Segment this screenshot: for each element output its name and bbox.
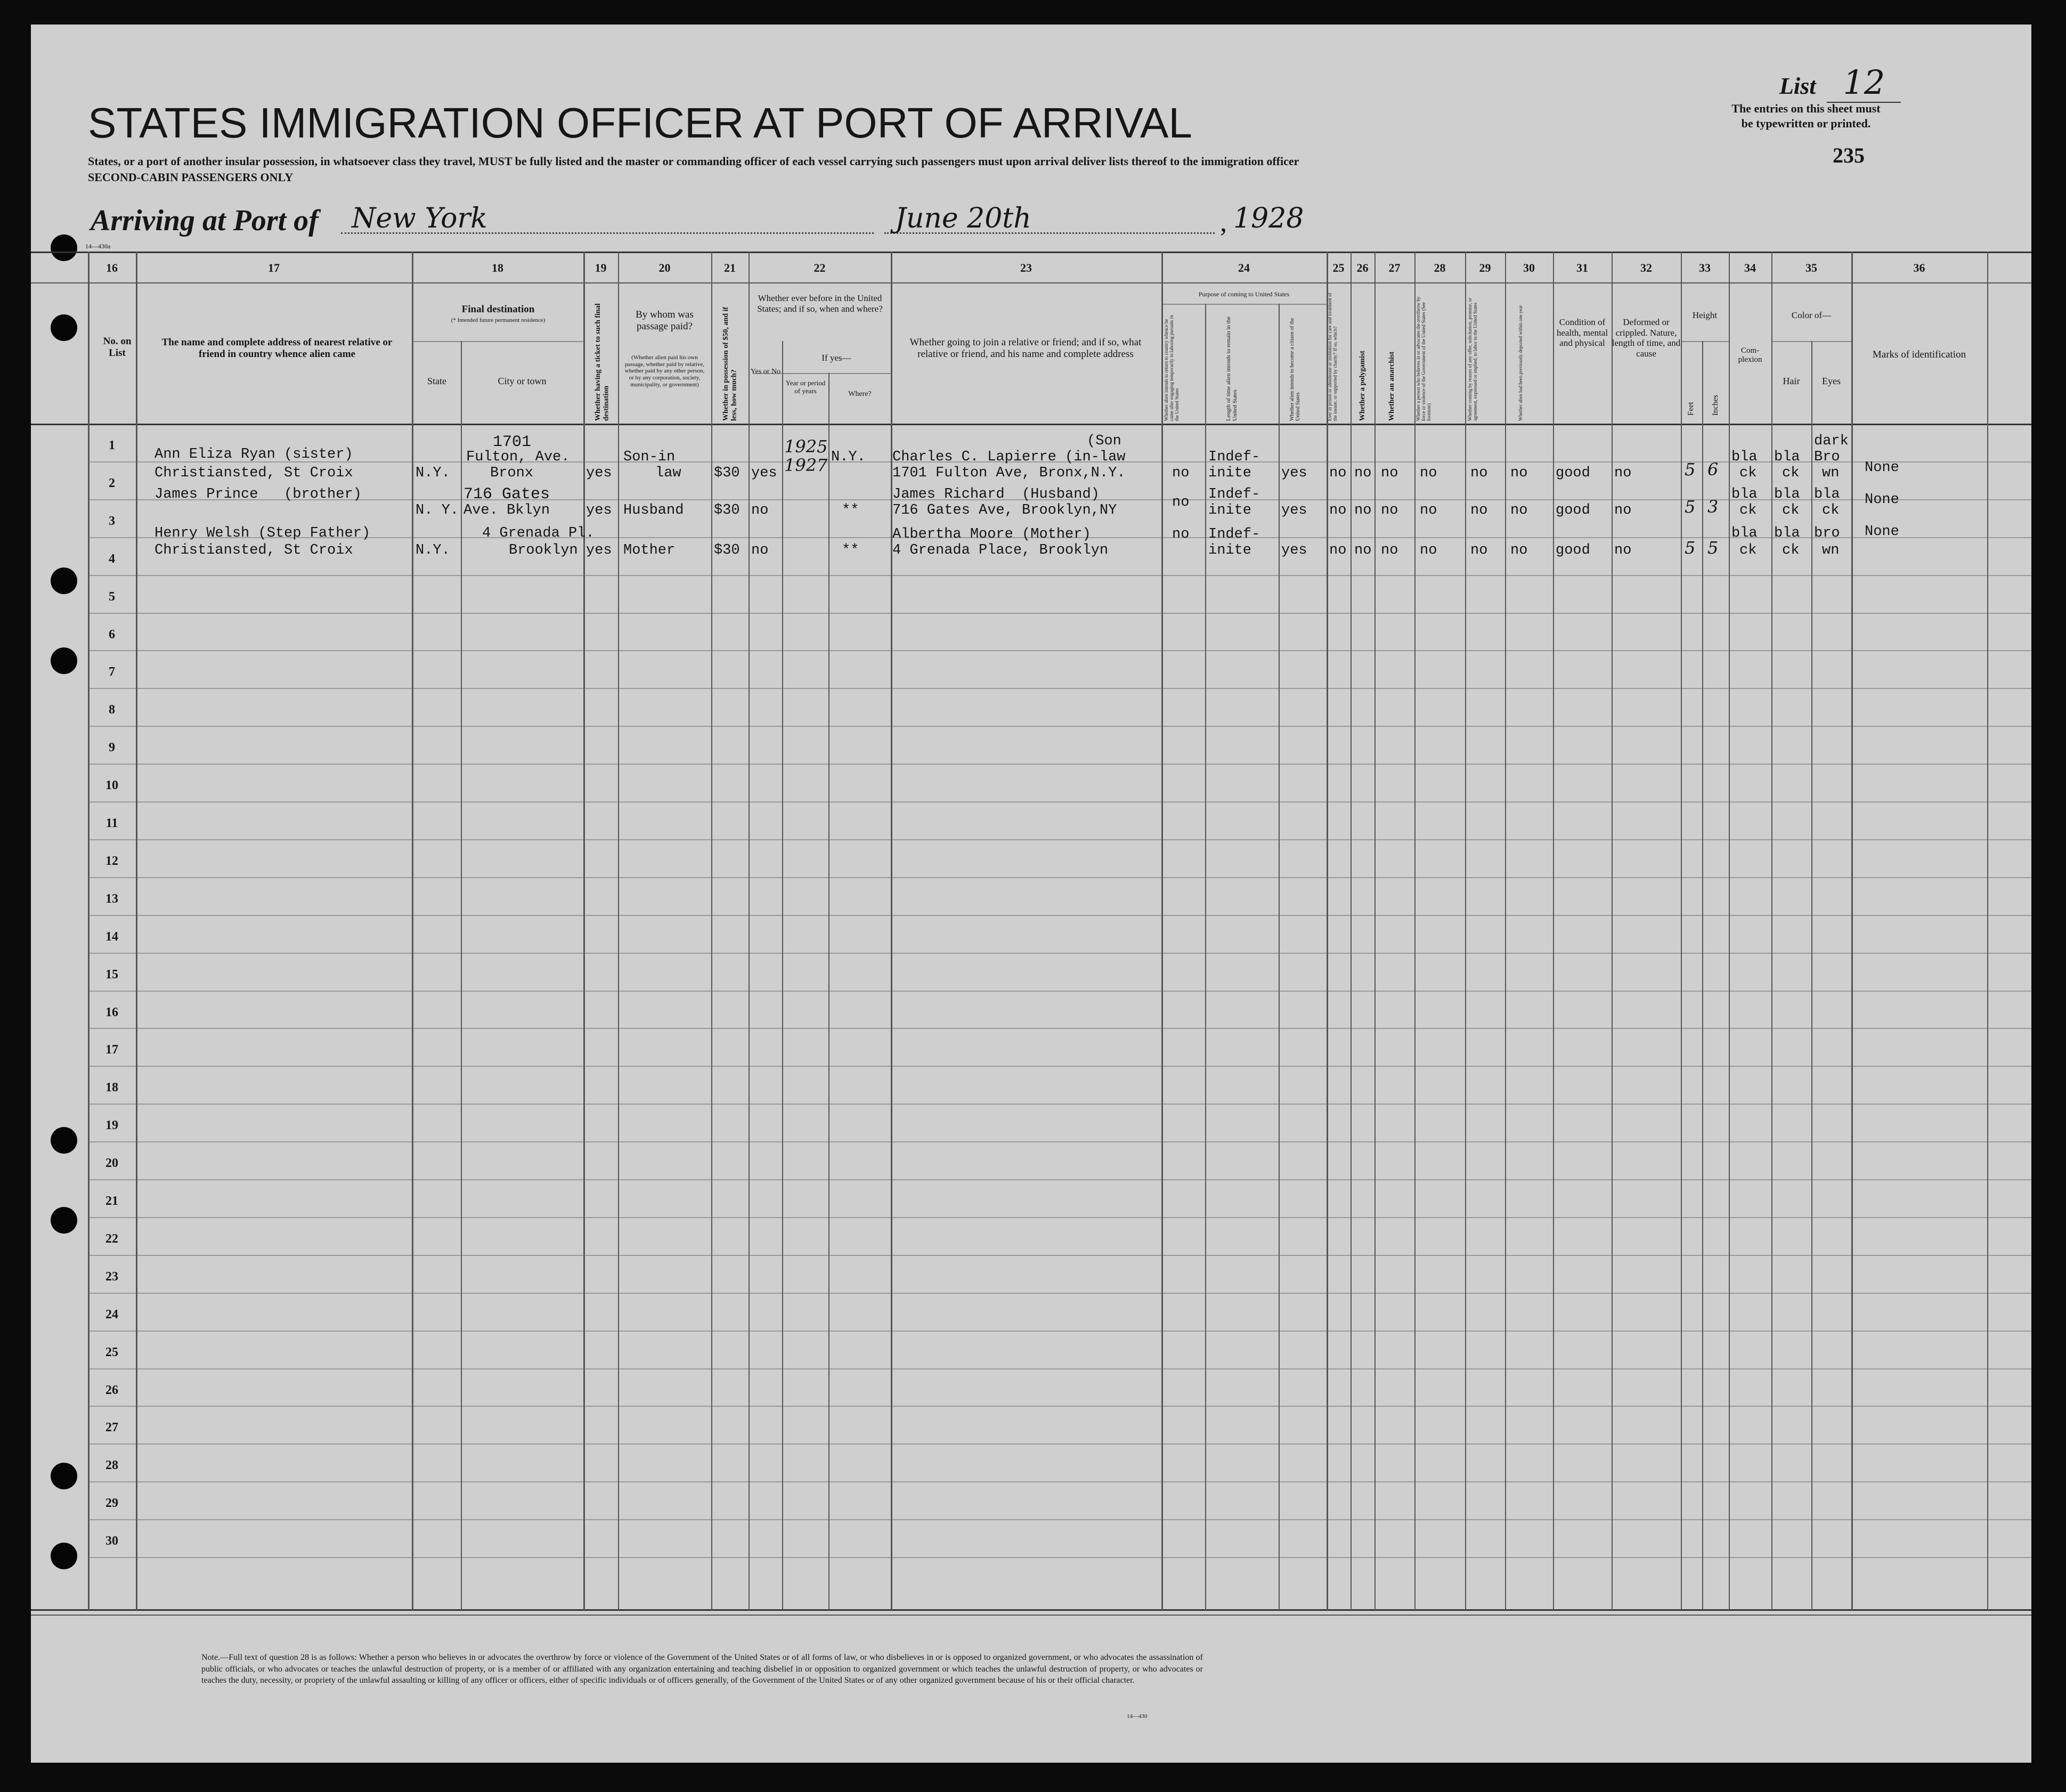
col-height: Height: [1692, 310, 1718, 320]
complexion-line-1: bla: [1731, 525, 1758, 541]
column-number: 25: [1332, 261, 1345, 274]
row-number: 10: [105, 779, 118, 792]
q30: no: [1510, 542, 1528, 558]
column-number: 22: [814, 261, 826, 274]
col-polygamist: Whether a polygamist: [1359, 351, 1367, 421]
col-yes-no: Yes or No: [750, 368, 781, 376]
col-q28: Whether a person who believes in or advocates the overthrow by force or violence of the Government of the United States (See footnote): [1416, 296, 1431, 421]
marks: None: [1865, 460, 1899, 476]
col-final-destination-note: (* Intended future permanent residence): [451, 317, 546, 323]
citizen: yes: [1281, 465, 1307, 481]
port-value: New York: [352, 202, 487, 234]
row-number: 19: [105, 1118, 118, 1132]
col-where: Where?: [848, 390, 872, 398]
column-number: 28: [1434, 261, 1446, 274]
marks: None: [1865, 492, 1899, 508]
col-passage: By whom was passage paid?: [636, 309, 694, 332]
column-number: 23: [1020, 261, 1032, 274]
col-hair: Hair: [1783, 376, 1800, 386]
year-comma: ,: [1220, 207, 1227, 238]
list-label-block: [1779, 63, 1901, 102]
length-line-1: Indef-: [1208, 486, 1260, 502]
eyes-line-1: dark: [1814, 433, 1849, 449]
where: N.Y.: [831, 449, 866, 465]
relative-line-1: Ann Eliza Ryan (sister): [154, 447, 353, 463]
row-number: 30: [105, 1534, 118, 1548]
row-rule: [88, 877, 2031, 878]
col-anarchist: Whether an anarchist: [1388, 351, 1396, 421]
row-number: 2: [109, 476, 115, 490]
row-rule: [88, 575, 2031, 576]
row-number: 14: [105, 930, 118, 944]
deformed: no: [1614, 465, 1632, 481]
row-number: 4: [109, 552, 115, 566]
marks: None: [1865, 524, 1899, 540]
complexion-line-2: ck: [1739, 465, 1757, 481]
row-number: 9: [109, 741, 115, 755]
before: no: [751, 502, 769, 518]
row-number: 26: [105, 1383, 118, 1397]
relative-line-2: Christiansted, St Croix: [154, 542, 353, 558]
form-code: 14—430a: [85, 242, 111, 250]
row-number: 8: [109, 703, 115, 717]
col-complexion: Com- plexion: [1738, 346, 1762, 364]
complexion-line-2: ck: [1739, 502, 1757, 518]
length-line-2: inite: [1208, 465, 1252, 481]
row-rule: [88, 1293, 2031, 1294]
prison: no: [1329, 542, 1347, 558]
q30: no: [1510, 465, 1528, 481]
row-number: 22: [105, 1232, 118, 1246]
money: $30: [714, 542, 740, 558]
before: no: [751, 542, 769, 558]
eyes-line-2: Bro: [1814, 449, 1840, 465]
column-number: 17: [268, 261, 280, 274]
row-number: 13: [105, 892, 118, 906]
row-rule: [88, 1406, 2031, 1407]
row-rule: [88, 1179, 2031, 1180]
typewritten-note: The entries on this sheet must be typewritten or printed.: [1731, 102, 1881, 130]
relative-line-2: Christiansted, St Croix: [154, 465, 353, 481]
sheet-number: 235: [1833, 143, 1865, 167]
citizen: yes: [1281, 542, 1307, 558]
footnote: Note.—Full text of question 28 is as follows: Whether a person who believes in or advocates the overthrow by force or violence of the Government of the United States or of all forms of law, or who disbelieves in or is opposed to organized government, or who advocates the assassination of public officials, or who advocates or teaches the unlawful destruction of property, or is a member of or affiliated with any organization entertaining and teaching disbelief in or opposition to organized government or which teaches the unlawful destruction of property, or who advocates or teaches the duty, necessity, or propriety of the unlawful assaulting or killing of any officer or officers, either of specific individuals or of officers generally, of the Government of the United States or of any other organized government because of his or their official character.: [201, 1653, 1203, 1685]
anarchist: no: [1381, 465, 1398, 481]
health: good: [1556, 542, 1590, 558]
col-relative: The name and complete address of nearest relative or friend in country whence alien came: [161, 337, 393, 360]
row-number: 12: [105, 854, 118, 868]
hair-line-2: ck: [1782, 542, 1800, 558]
row-number: 6: [109, 628, 115, 642]
health: good: [1556, 502, 1590, 518]
return: no: [1172, 465, 1190, 481]
row-number: 1: [109, 439, 115, 452]
col-purpose-citizen: Whether alien intends to become a citizen of the United States: [1289, 318, 1301, 421]
col-money: Whether in possession of $50, and if less, how much?: [722, 306, 738, 421]
col-no-on-list: No. on List: [103, 336, 132, 359]
col-q29: Whether coming by reason of any offer, solicitation, promise, or agreement, expressed or implied, to labor in the United States: [1467, 297, 1478, 421]
class-note: SECOND-CABIN PASSENGERS ONLY: [88, 171, 294, 184]
col-health: Condition of health, mental and physical: [1556, 317, 1608, 348]
city-line-1: 4 Grenada Pl.: [482, 525, 595, 541]
column-number: 33: [1699, 261, 1711, 274]
list-label: List: [1779, 73, 1816, 99]
row-rule: [88, 764, 2031, 765]
q29: no: [1470, 502, 1488, 518]
page-title: STATES IMMIGRATION OFFICER AT PORT OF ARRIVAL: [88, 99, 1192, 147]
row-number: 15: [105, 968, 118, 982]
row-rule: [88, 1255, 2031, 1256]
year-line-1: 1925: [784, 436, 828, 457]
row-rule: [88, 991, 2031, 992]
passage-line-2: law: [655, 465, 681, 481]
column-number: 26: [1356, 261, 1369, 274]
row-number: 20: [105, 1156, 118, 1170]
relative-line-1: James Prince (brother): [154, 486, 362, 502]
return: no: [1172, 494, 1190, 510]
feet: 5: [1685, 538, 1696, 558]
hair-line-2: ck: [1782, 502, 1800, 518]
row-rule: [88, 1104, 2031, 1105]
row-rule: [88, 650, 2031, 651]
row-rule: [88, 688, 2031, 689]
row-rule: [88, 1444, 2031, 1445]
row-number: 24: [105, 1308, 118, 1321]
join-line-2: Albertha Moore (Mother): [892, 526, 1091, 542]
where: **: [842, 542, 859, 558]
row-number: 27: [105, 1421, 118, 1434]
footnote-code: 14—430: [1127, 1713, 1148, 1720]
eyes-line-2: bro: [1814, 525, 1840, 541]
column-number: 30: [1523, 261, 1535, 274]
passage-line-1: Mother: [623, 542, 676, 558]
col-city: City or town: [498, 376, 547, 386]
row-rule: [88, 1028, 2031, 1029]
col-inches: Inches: [1711, 394, 1720, 416]
col-purpose-length: Length of time alien intends to remain in the United States: [1225, 316, 1239, 421]
col-feet: Feet: [1687, 402, 1695, 416]
row-number: 25: [105, 1345, 118, 1359]
row-rule: [88, 613, 2031, 614]
money: $30: [714, 502, 740, 518]
row-rule: [88, 1217, 2031, 1218]
feet: 5: [1685, 459, 1696, 480]
date-value: June 20th: [895, 202, 1031, 234]
join-line-3: 1701 Fulton Ave, Bronx,N.Y.: [892, 465, 1126, 481]
return: no: [1172, 526, 1190, 542]
q28: no: [1420, 502, 1437, 518]
col-deformed: Deformed or crippled. Nature, length of time, and cause: [1612, 317, 1681, 359]
col-final-destination: Final destination: [461, 304, 535, 315]
row-rule: [88, 1141, 2031, 1142]
col-joining: Whether going to join a relative or friend; and if so, what relative or friend, and his name and complete address: [909, 337, 1142, 360]
row-rule: [88, 1331, 2031, 1332]
col-q30: Whether alien had been previously deported within one year: [1518, 305, 1523, 421]
row-number: 18: [105, 1081, 118, 1094]
health: good: [1556, 465, 1590, 481]
ticket: yes: [586, 502, 612, 518]
complexion-line-2: ck: [1739, 542, 1757, 558]
eyes-line-2: bla: [1814, 486, 1840, 502]
row-rule: [88, 839, 2031, 840]
length-line-2: inite: [1208, 502, 1252, 518]
row-number: 29: [105, 1496, 118, 1510]
q28: no: [1420, 542, 1437, 558]
col-ticket: Whether having a ticket to such final destination: [594, 303, 611, 421]
city-line-1: 1701: [493, 433, 532, 451]
length-line-1: Indef-: [1208, 526, 1260, 542]
money: $30: [714, 465, 740, 481]
before: yes: [751, 465, 777, 481]
row-rule: [88, 1481, 2031, 1482]
row-number: 17: [105, 1043, 118, 1057]
length-line-2: inite: [1208, 542, 1252, 558]
col-if-yes: If yes—: [821, 353, 851, 363]
col-passage-note: (Whether alien paid his own passage, whether paid by relative, whether paid by any other person, or by any corporation, society, municipality, or government): [624, 354, 705, 388]
citizen: yes: [1281, 502, 1307, 518]
complexion-line-1: bla: [1731, 449, 1758, 465]
deformed: no: [1614, 502, 1632, 518]
row-number: 28: [105, 1458, 118, 1472]
row-rule: [88, 1066, 2031, 1067]
where: **: [842, 502, 859, 518]
column-number: 19: [595, 261, 607, 274]
hair-line-1: bla: [1774, 486, 1800, 502]
row-rule: [88, 1368, 2031, 1369]
q29: no: [1470, 542, 1488, 558]
ticket: yes: [586, 465, 612, 481]
prison: no: [1329, 502, 1347, 518]
row-number: 16: [105, 1006, 118, 1019]
anarchist: no: [1381, 502, 1398, 518]
column-number: 27: [1388, 261, 1401, 274]
col-color-of: Color of—: [1791, 310, 1832, 320]
row-number: 7: [109, 665, 115, 679]
col-year-period: Year or period of years: [785, 379, 826, 395]
q30: no: [1510, 502, 1528, 518]
state: N.Y.: [416, 542, 450, 558]
year-value: 1928: [1233, 202, 1304, 234]
eyes-line-3: wn: [1822, 542, 1840, 558]
join-line-3: 716 Gates Ave, Brooklyn,NY: [892, 502, 1117, 518]
relative-line-1: Henry Welsh (Step Father): [154, 525, 371, 541]
column-number: 34: [1744, 261, 1756, 274]
col-purpose: Purpose of coming to United States: [1198, 290, 1290, 298]
column-number: 29: [1479, 261, 1491, 274]
eyes-line-3: wn: [1822, 465, 1840, 481]
row-rule: [88, 953, 2031, 954]
anarchist: no: [1381, 542, 1398, 558]
year-line-2: 1927: [784, 455, 828, 475]
hair-line-1: bla: [1774, 525, 1800, 541]
complexion-line-1: bla: [1731, 486, 1758, 502]
column-number: 16: [106, 261, 118, 274]
subtitle: States, or a port of another insular possession, in whatsoever class they travel, MUST be fully listed and the master or commanding officer of each vessel carrying such passengers must upon arrival deliver lists thereof to the immigration officer: [88, 155, 1299, 168]
polygamist: no: [1354, 465, 1372, 481]
city-line-3: Bronx: [490, 465, 534, 481]
row-rule: [88, 1519, 2031, 1520]
passage-line-1: Husband: [623, 502, 684, 518]
city-line-2: Brooklyn: [509, 542, 578, 558]
port-field: [341, 202, 874, 234]
passage-line-1: Son-in: [623, 449, 676, 465]
column-number: 24: [1238, 261, 1250, 274]
ticket: yes: [586, 542, 612, 558]
column-number: 31: [1576, 261, 1588, 274]
date-field: [884, 202, 1215, 234]
hair-line-1: bla: [1774, 449, 1800, 465]
join-line-3: 4 Grenada Place, Brooklyn: [892, 542, 1109, 558]
column-number: 20: [658, 261, 671, 274]
feet: 5: [1685, 497, 1696, 517]
inches: 3: [1707, 497, 1719, 517]
column-number: 36: [1913, 261, 1925, 274]
q28: no: [1420, 465, 1437, 481]
inches: 6: [1707, 459, 1719, 480]
col-before: Whether ever before in the United States; and if so, when and where?: [757, 293, 883, 314]
row-number: 21: [105, 1194, 118, 1208]
eyes-line-3: ck: [1822, 502, 1840, 518]
col-eyes: Eyes: [1822, 376, 1841, 386]
row-number: 3: [109, 514, 115, 528]
row-rule: [88, 726, 2031, 727]
prison: no: [1329, 465, 1347, 481]
state: N.Y.: [416, 465, 450, 481]
q29: no: [1470, 465, 1488, 481]
city-line-2: Fulton, Ave.: [466, 449, 570, 465]
polygamist: no: [1354, 502, 1372, 518]
column-number: 21: [724, 261, 736, 274]
polygamist: no: [1354, 542, 1372, 558]
row-number: 23: [105, 1270, 118, 1284]
list-number: 12: [1827, 63, 1901, 103]
join-line-1: (Son: [1087, 433, 1121, 449]
row-rule: [88, 801, 2031, 802]
col-prison: Ever in prison or almshouse or institution for care and treatment of the insane, or supported by charity? If so, which?: [1327, 293, 1338, 421]
row-rule: [88, 1557, 2031, 1558]
hair-line-2: ck: [1782, 465, 1800, 481]
column-number: 32: [1640, 261, 1652, 274]
col-marks: Marks of identification: [1872, 349, 1966, 360]
city-line-2: Ave. Bklyn: [463, 502, 550, 518]
city-line-1: 716 Gates: [463, 485, 550, 504]
state: N. Y.: [416, 502, 459, 518]
deformed: no: [1614, 542, 1632, 558]
col-purpose-return: Whether alien intends to return to country whence he came after engaging temporarily in laboring pursuits in the United States: [1164, 315, 1180, 421]
row-rule: [88, 915, 2031, 916]
inches: 5: [1707, 538, 1719, 558]
join-line-2: Charles C. Lapierre (in-law: [892, 449, 1126, 465]
column-number: 35: [1805, 261, 1817, 274]
length-line-1: Indef-: [1208, 449, 1260, 465]
join-line-2: James Richard (Husband): [892, 486, 1100, 502]
row-number: 5: [109, 590, 115, 604]
col-state: State: [427, 376, 446, 386]
row-number: 11: [105, 816, 118, 830]
arriving-label: Arriving at Port of: [91, 204, 319, 237]
column-number: 18: [492, 261, 503, 274]
